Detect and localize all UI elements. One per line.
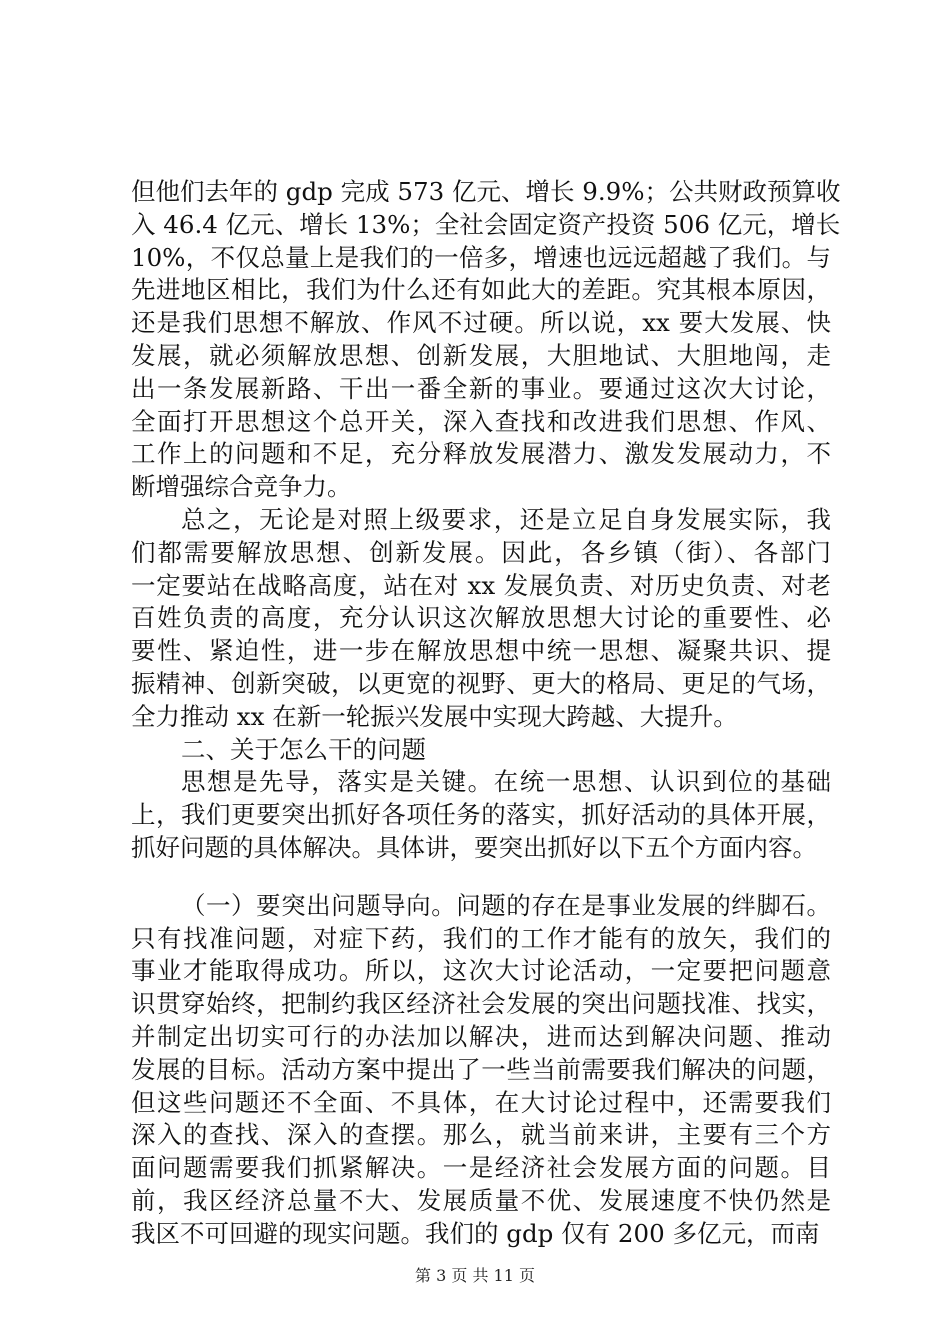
text-line: 只有找准问题，对症下药，我们的工作才能有的放矢，我们的 — [131, 923, 831, 953]
text-line: 断增强综合竞争力。 — [131, 472, 352, 502]
paragraph — [131, 890, 831, 1251]
text-line: 发展的目标。活动方案中提出了一些当前需要我们解决的问题， — [131, 1054, 831, 1084]
text-line: 但他们去年的 gdp 完成 573 亿元、增长 9.9%；公共财政预算收 — [131, 177, 841, 206]
text-line: 深入的查找、深入的查摆。那么，就当前来讲，主要有三个方 — [131, 1120, 831, 1150]
text-line: 先进地区相比，我们为什么还有如此大的差距。究其根本原因， — [131, 275, 831, 305]
paragraph — [131, 504, 831, 734]
text-line: 要性、紧迫性，进一步在解放思想中统一思想、凝聚共识、提 — [131, 636, 831, 666]
text-line: 前，我区经济总量不大、发展质量不优、发展速度不快仍然是 — [131, 1185, 831, 1215]
paragraph-gap — [131, 865, 831, 890]
text-line: 二、关于怎么干的问题 — [181, 734, 426, 764]
page-footer: 第 3 页 共 11 页 — [415, 1266, 535, 1285]
paragraph — [131, 734, 831, 767]
text-line: 还是我们思想不解放、作风不过硬。所以说，xx 要大发展、快 — [131, 308, 831, 338]
text-line: 总之，无论是对照上级要求，还是立足自身发展实际，我 — [181, 504, 831, 534]
document-body — [131, 176, 841, 1251]
text-line: 工作上的问题和不足，充分释放发展潜力、激发发展动力，不 — [131, 439, 831, 469]
text-line: 我区不可回避的现实问题。我们的 gdp 仅有 200 多亿元，而南 — [131, 1218, 820, 1248]
text-line: 入 46.4 亿元、增长 13%；全社会固定资产投资 506 亿元，增长 — [131, 209, 841, 239]
text-line: 一定要站在战略高度，站在对 xx 发展负责、对历史负责、对老 — [131, 570, 831, 600]
text-line: 事业才能取得成功。所以，这次大讨论活动，一定要把问题意 — [131, 956, 831, 986]
text-line: 思想是先导，落实是关键。在统一思想、认识到位的基础 — [181, 767, 831, 797]
text-line: 上，我们更要突出抓好各项任务的落实，抓好活动的具体开展， — [131, 800, 831, 830]
text-line: 们都需要解放思想、创新发展。因此，各乡镇（街）、各部门 — [131, 537, 831, 567]
text-line: 出一条发展新路、干出一番全新的事业。要通过这次大讨论， — [131, 373, 831, 403]
text-line: 识贯穿始终，把制约我区经济社会发展的突出问题找准、找实， — [131, 989, 831, 1019]
text-line: 发展，就必须解放思想、创新发展，大胆地试、大胆地闯，走 — [131, 340, 831, 370]
text-line: 面问题需要我们抓紧解决。一是经济社会发展方面的问题。目 — [131, 1153, 831, 1183]
text-line: 但这些问题还不全面、不具体，在大讨论过程中，还需要我们 — [131, 1087, 831, 1117]
text-line: （一）要突出问题导向。问题的存在是事业发展的绊脚石。 — [181, 890, 831, 920]
text-line: 10%，不仅总量上是我们的一倍多，增速也远远超越了我们。与 — [131, 242, 831, 272]
paragraph — [131, 176, 841, 504]
text-line: 抓好问题的具体解决。具体讲，要突出抓好以下五个方面内容。 — [131, 832, 817, 862]
text-line: 振精神、创新突破，以更宽的视野、更大的格局、更足的气场， — [131, 668, 831, 698]
text-line: 全面打开思想这个总开关，深入查找和改进我们思想、作风、 — [131, 406, 831, 436]
text-line: 百姓负责的高度，充分认识这次解放思想大讨论的重要性、必 — [131, 603, 831, 633]
text-line: 全力推动 xx 在新一轮振兴发展中实现大跨越、大提升。 — [131, 701, 738, 731]
paragraph — [131, 766, 831, 864]
text-line: 并制定出切实可行的办法加以解决，进而达到解决问题、推动 — [131, 1021, 831, 1051]
